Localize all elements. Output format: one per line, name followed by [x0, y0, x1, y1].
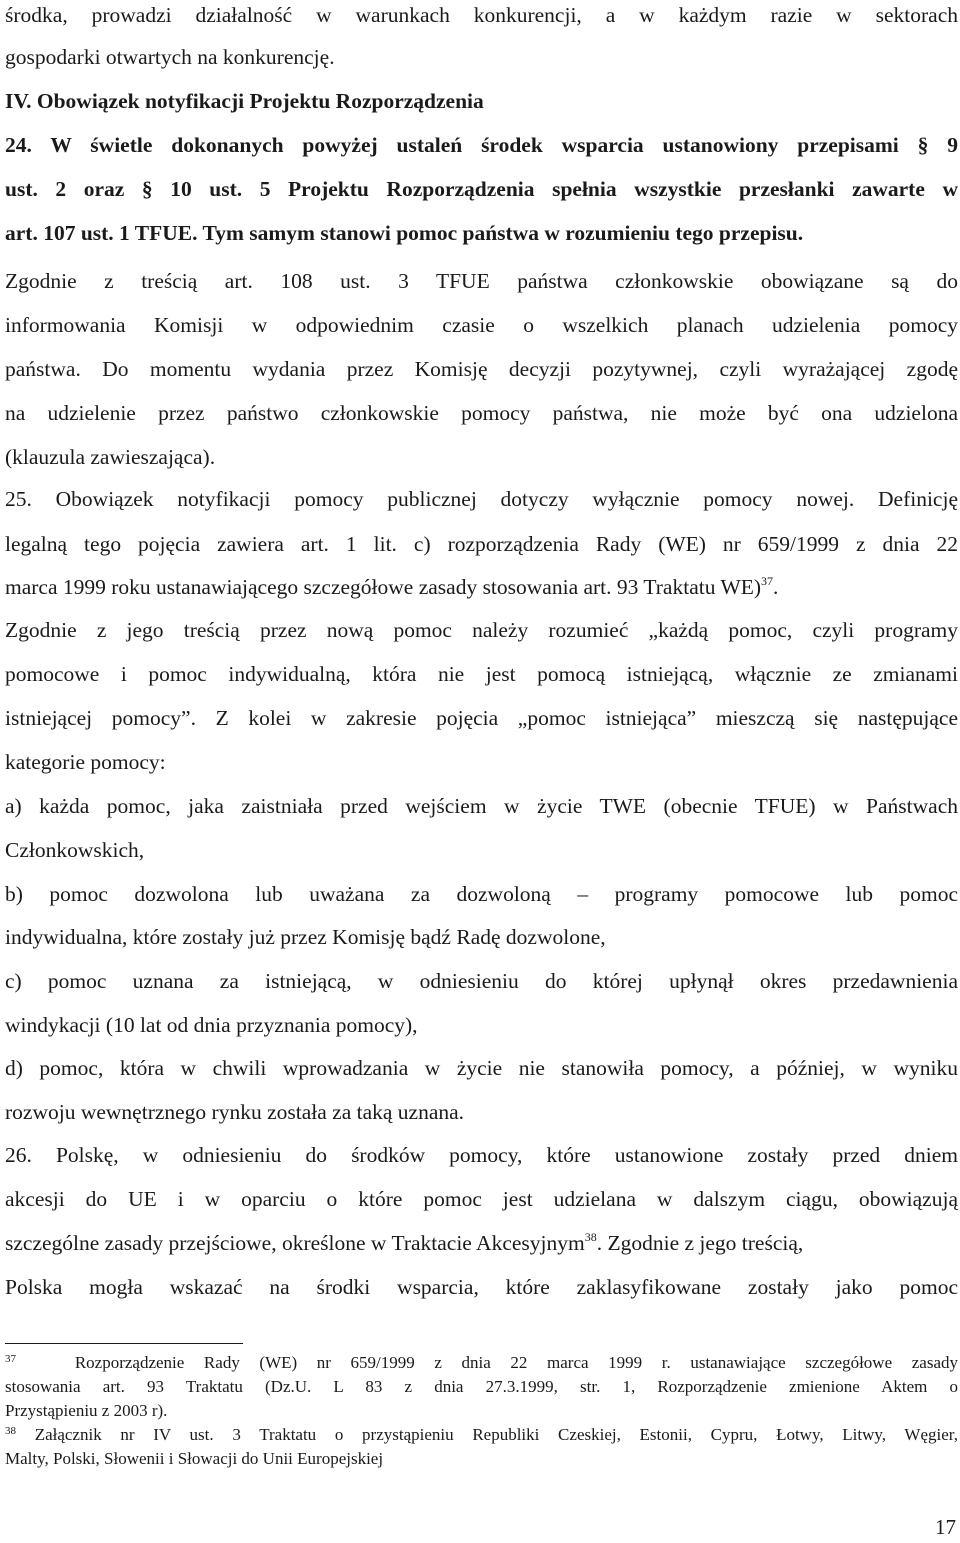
- text-line: indywidualna, które zostały już przez Komisję bądź Radę dozwolone,: [5, 925, 606, 949]
- text-line: d) pomoc, która w chwili wprowadzania w życie nie stanowiła pomocy, a później, w wyniku: [5, 1056, 958, 1080]
- text-line: windykacji (10 lat od dnia przyznania pomocy),: [5, 1013, 418, 1037]
- footnote-divider: [5, 1343, 243, 1344]
- text-line: 25. Obowiązek notyfikacji pomocy publicznej dotyczy wyłącznie pomocy nowej. Definicję: [5, 487, 958, 511]
- footnote-line: stosowania art. 93 Traktatu (Dz.U. L 83 z dnia 27.3.1999, str. 1, Rozporządzenie zmienione Aktem o: [5, 1377, 958, 1396]
- text-line: kategorie pomocy:: [5, 750, 166, 774]
- text-line: a) każda pomoc, jaka zaistniała przed wejściem w życie TWE (obecnie TFUE) w Państwach: [5, 794, 958, 818]
- text-line: państwa. Do momentu wydania przez Komisję decyzji pozytywnej, czyli wyrażającej zgodę: [5, 357, 958, 381]
- text-line: gospodarki otwartych na konkurencję.: [5, 45, 335, 69]
- text-line: Zgodnie z treścią art. 108 ust. 3 TFUE państwa członkowskie obowiązane są do: [5, 269, 958, 293]
- text-line: 26. Polskę, w odniesieniu do środków pomocy, które ustanowione zostały przed dniem: [5, 1143, 958, 1167]
- text-line-part: . Zgodnie z jego treścią,: [596, 1231, 804, 1255]
- text-line: legalną tego pojęcia zawiera art. 1 lit. c) rozporządzenia Rady (WE) nr 659/1999 z dnia 22: [5, 532, 958, 556]
- footnote-text: Załącznik nr IV ust. 3 Traktatu o przystąpieniu Republiki Czeskiej, Estonii, Cypru, Łotwy, Litwy, Węgier,: [34, 1425, 958, 1444]
- footnote-37: [5, 1352, 958, 1374]
- text-line: pomocowe i pomoc indywidualną, która nie jest pomocą istniejącą, włącznie ze zmianami: [5, 662, 958, 686]
- text-line: [5, 1228, 958, 1258]
- text-line: b) pomoc dozwolona lub uważana za dozwoloną – programy pomocowe lub pomoc: [5, 882, 958, 906]
- footnote-line: Przystąpieniu z 2003 r).: [5, 1401, 168, 1420]
- footnote-ref[interactable]: 37: [761, 574, 774, 588]
- text-line: Członkowskich,: [5, 838, 145, 862]
- text-line: istniejącej pomocy”. Z kolei w zakresie pojęcia „pomoc istniejąca” mieszczą się następujące: [5, 706, 958, 730]
- footnote-number: 38: [5, 1425, 16, 1437]
- text-line: ust. 2 oraz § 10 ust. 5 Projektu Rozporządzenia spełnia wszystkie przesłanki zawarte w: [5, 177, 958, 201]
- section-heading: IV. Obowiązek notyfikacji Projektu Rozporządzenia: [5, 89, 484, 113]
- text-line-part: szczególne zasady przejściowe, określone w Traktacie Akcesyjnym: [5, 1231, 585, 1255]
- footnote-ref[interactable]: 38: [584, 1230, 597, 1244]
- footnote-38: [5, 1424, 958, 1446]
- text-line: art. 107 ust. 1 TFUE. Tym samym stanowi pomoc państwa w rozumieniu tego przepisu.: [5, 221, 804, 245]
- text-line: na udzielenie przez państwo członkowskie pomocy państwa, nie może być ona udzielona: [5, 401, 958, 425]
- text-line-part: .: [773, 575, 779, 599]
- text-line-part: marca 1999 roku ustanawiającego szczegółowe zasady stosowania art. 93 Traktatu WE): [5, 575, 762, 599]
- text-line: [5, 572, 960, 602]
- text-line: informowania Komisji w odpowiednim czasie o wszelkich planach udzielenia pomocy: [5, 313, 958, 337]
- text-line: Polska mogła wskazać na środki wsparcia, które zaklasyfikowane zostały jako pomoc: [5, 1275, 958, 1299]
- text-line: środka, prowadzi działalność w warunkach konkurencji, a w każdym razie w sektorach: [5, 3, 958, 27]
- text-line: 24. W świetle dokonanych powyżej ustaleń środek wsparcia ustanowiony przepisami § 9: [5, 133, 958, 157]
- footnote-number: 37: [5, 1353, 16, 1365]
- text-line: akcesji do UE i w oparciu o które pomoc jest udzielana w dalszym ciągu, obowiązują: [5, 1187, 958, 1211]
- text-line: Zgodnie z jego treścią przez nową pomoc należy rozumieć „każdą pomoc, czyli programy: [5, 618, 958, 642]
- text-line: c) pomoc uznana za istniejącą, w odniesieniu do której upłynął okres przedawnienia: [5, 969, 958, 993]
- text-line: rozwoju wewnętrznego rynku została za taką uznana.: [5, 1100, 465, 1124]
- text-line: (klauzula zawieszająca).: [5, 445, 216, 469]
- footnote-text: Rozporządzenie Rady (WE) nr 659/1999 z dnia 22 marca 1999 r. ustanawiające szczegółowe zasady: [74, 1353, 958, 1372]
- footnote-line: Malty, Polski, Słowenii i Słowacji do Unii Europejskiej: [5, 1449, 384, 1468]
- page-number: 17: [935, 1515, 956, 1539]
